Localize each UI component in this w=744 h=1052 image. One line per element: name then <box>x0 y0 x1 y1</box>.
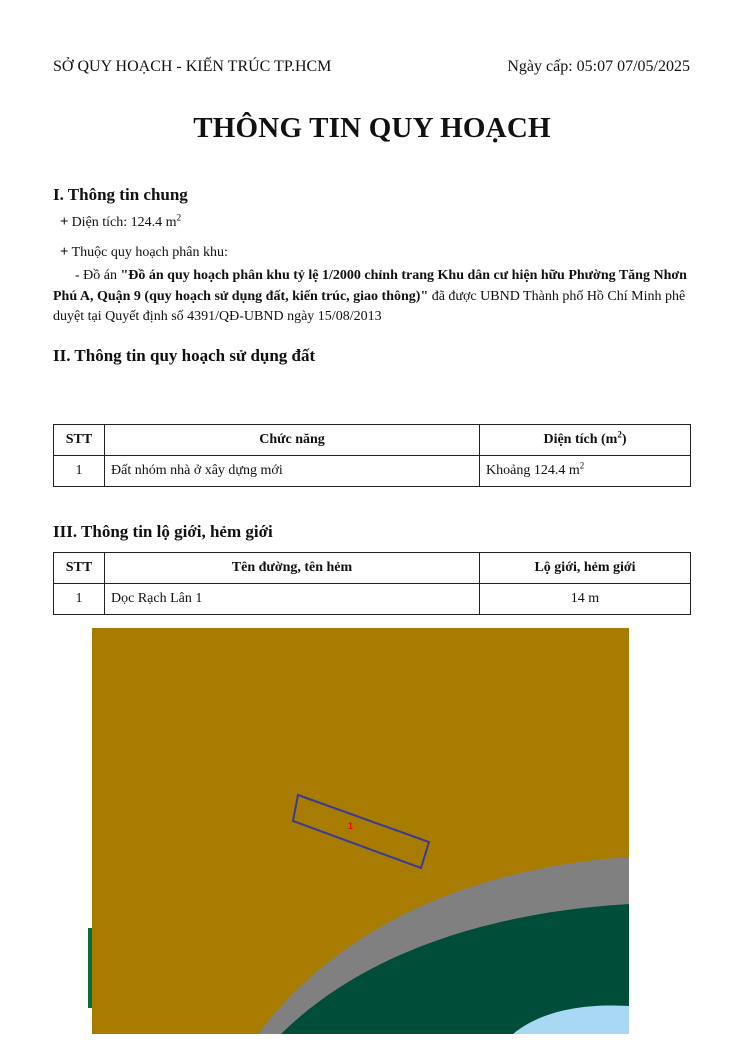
row-area <box>480 456 691 487</box>
area-line <box>60 214 181 231</box>
area-sup: 2 <box>176 212 182 223</box>
row-function: Đất nhóm nhà ở xây dựng mới <box>105 456 480 487</box>
table-row <box>54 584 691 615</box>
section1-heading: I. Thông tin chung <box>53 185 188 204</box>
plan-prefix: - Đồ án <box>75 268 117 283</box>
col-area-close: ) <box>621 432 627 447</box>
area-text: Diện tích: 124.4 m <box>71 215 177 230</box>
parcel-label: 1 <box>348 821 354 831</box>
col-road-name: Tên đường, tên hẻm <box>105 553 480 584</box>
row-road-name: Dọc Rạch Lân 1 <box>105 584 480 615</box>
col-function: Chức năng <box>105 425 480 456</box>
section2-heading: II. Thông tin quy hoạch sử dụng đất <box>53 346 316 365</box>
table-row <box>54 456 691 487</box>
col-area <box>480 425 691 456</box>
section3-heading: III. Thông tin lộ giới, hẻm giới <box>53 522 273 541</box>
plus-icon: + <box>60 214 69 230</box>
row-area-value: Khoảng 124.4 m <box>486 463 580 478</box>
col-area-label: Diện tích (m <box>543 432 618 447</box>
table-header-row <box>54 553 691 584</box>
plan-name: "Đồ án quy hoạch phân khu tỷ lệ 1/2000 chỉnh trang Khu dân cư hiện hữu Phường Tăng Nhơn Phú A, Quận 9 (quy hoạch sử dụng đất, kiến trúc, giao thông)" <box>53 268 687 304</box>
zone-label: Thuộc quy hoạch phân khu: <box>71 245 228 260</box>
planning-map <box>88 628 629 1034</box>
zone-line <box>60 244 228 261</box>
row-stt: 1 <box>54 584 105 615</box>
map-left-strip <box>88 928 92 1008</box>
page-title: THÔNG TIN QUY HOẠCH <box>193 112 551 144</box>
issue-date <box>507 58 690 76</box>
col-stt: STT <box>54 553 105 584</box>
plan-suffix: đã được UBND Thành phố Hồ Chí Minh phê duyệt tại Quyết định số 4391/QĐ-UBND ngày 15/08/2013 <box>53 288 686 324</box>
col-area-sup: 2 <box>617 429 622 440</box>
land-use-table <box>53 424 691 487</box>
col-stt: STT <box>54 425 105 456</box>
issue-date-label: Ngày cấp: <box>507 58 573 75</box>
col-road-width: Lộ giới, hẻm giới <box>480 553 691 584</box>
road-width-table <box>53 552 691 615</box>
row-stt: 1 <box>54 456 105 487</box>
agency-name: SỞ QUY HOẠCH - KIẾN TRÚC TP.HCM <box>53 58 332 75</box>
row-area-sup: 2 <box>579 460 585 471</box>
table-header-row <box>54 425 691 456</box>
planning-map-svg <box>88 628 629 1034</box>
issue-date-value: 05:07 07/05/2025 <box>576 58 690 75</box>
plan-paragraph <box>53 266 693 328</box>
row-road-width: 14 m <box>480 584 691 615</box>
plus-icon: + <box>60 244 69 260</box>
